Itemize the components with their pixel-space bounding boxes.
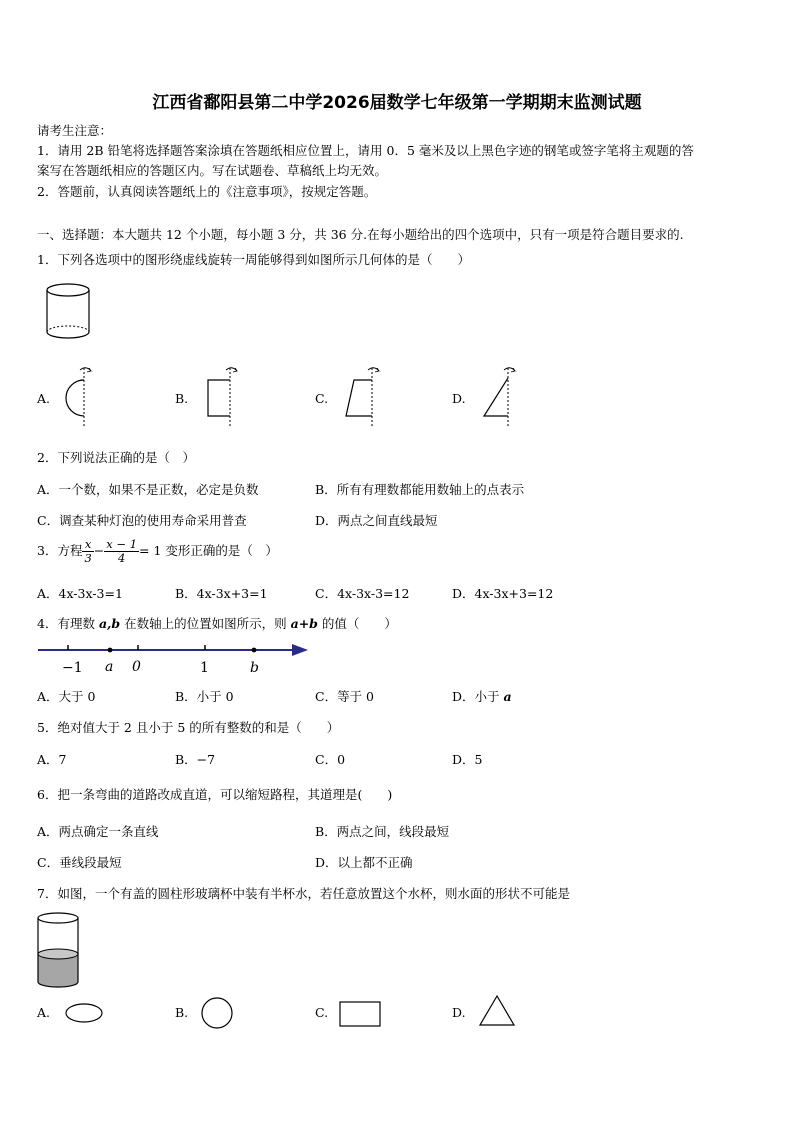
q3-fraction-1-denominator: 3 — [84, 551, 92, 565]
water-glass-figure — [36, 910, 80, 990]
q3-minus: − — [93, 543, 105, 558]
q2-option-b: B．所有有理数都能用数轴上的点表示 — [315, 482, 525, 497]
q3-option-a: A．4x-3x-3=1 — [37, 586, 123, 601]
q6-option-c: C．垂线段最短 — [37, 855, 122, 870]
q6-stem: 6．把一条弯曲的道路改成直道，可以缩短路程，其道理是( ) — [37, 787, 393, 802]
notice-heading: 请考生注意： — [37, 123, 113, 138]
triangle-rotation-icon — [476, 364, 522, 428]
q3-option-d: D．4x-3x+3=12 — [452, 586, 554, 601]
axis-label-zero: 0 — [132, 659, 141, 675]
q5-stem: 5．绝对值大于 2 且小于 5 的所有整数的和是（ ） — [37, 720, 340, 735]
q4-expr: a+b — [290, 616, 318, 631]
q4-option-a: A．大于 0 — [37, 689, 96, 704]
q1-stem: 1．下列各选项中的图形绕虚线旋转一周能够得到如图所示几何体的是（ ） — [37, 252, 470, 267]
q3-option-b: B．4x-3x+3=1 — [175, 586, 268, 601]
notice-item-2: 2．答题前，认真阅读答题纸上的《注意事项》，按规定答题。 — [37, 184, 377, 199]
notice-item-1-line-1: 1．请用 2B 铅笔将选择题答案涂填在答题纸相应位置上，请用 0．5 毫米及以上黑色字迹的钢笔或签字笔将主观题的答 — [37, 143, 694, 158]
rectangle-rotation-icon — [200, 364, 240, 428]
q6-option-b: B．两点之间，线段最短 — [315, 824, 450, 839]
q6-option-d: D．以上都不正确 — [315, 855, 413, 870]
q7-option-c-label: C. — [315, 1005, 329, 1020]
q2-option-c: C．调查某种灯泡的使用寿命采用普查 — [37, 513, 247, 528]
q3-fraction-1-numerator: x — [82, 538, 93, 552]
axis-label-a: a — [105, 659, 114, 675]
q5-option-a: A．7 — [37, 752, 67, 767]
q2-stem: 2．下列说法正确的是（ ） — [37, 450, 195, 465]
notice-item-1-line-2: 案写在答题纸相应的答题区内。写在试题卷、草稿纸上均无效。 — [37, 163, 388, 178]
q4-stem — [37, 614, 397, 632]
cylinder-figure — [44, 282, 94, 344]
q4-option-c: C．等于 0 — [315, 689, 374, 704]
q6-option-a: A．两点确定一条直线 — [37, 824, 159, 839]
axis-label-b: b — [250, 660, 259, 676]
q3-stem — [37, 538, 278, 565]
q3-prefix: 3．方程 — [37, 543, 83, 558]
ellipse-shape-icon — [64, 1001, 104, 1025]
q1-option-a-label: A. — [37, 391, 51, 406]
q1-option-c-label: C. — [315, 391, 329, 406]
triangle-shape-icon — [478, 994, 516, 1028]
q3-fraction-2 — [104, 538, 139, 565]
point-b — [252, 648, 257, 653]
q4-option-d-var: a — [503, 689, 512, 704]
q7-stem: 7．如图，一个有盖的圆柱形玻璃杯中装有半杯水，若任意放置这个水杯，则水面的形状不可能是 — [37, 886, 570, 901]
number-line-figure — [38, 638, 310, 678]
q4-stem-post: 的值（ ） — [317, 616, 397, 631]
q3-fraction-2-denominator: 4 — [117, 551, 126, 565]
q3-suffix: = 1 变形正确的是（ ） — [139, 543, 278, 558]
q3-option-c: C．4x-3x-3=12 — [315, 586, 410, 601]
circle-shape-icon — [200, 996, 234, 1030]
axis-label-neg-one: −1 — [62, 660, 83, 676]
point-a — [108, 648, 113, 653]
page-title: 江西省鄱阳县第二中学2026届数学七年级第一学期期末监测试题 — [152, 93, 642, 113]
q7-option-b-label: B. — [175, 1005, 189, 1020]
q3-fraction-1 — [82, 538, 93, 565]
q4-option-d — [452, 687, 512, 705]
q7-option-a-label: A. — [37, 1005, 51, 1020]
q2-option-d: D．两点之间直线最短 — [315, 513, 438, 528]
q4-option-d-text: D．小于 — [452, 689, 504, 704]
q3-fraction-2-numerator: x − 1 — [106, 537, 138, 551]
trapezoid-rotation-icon — [338, 364, 384, 428]
q4-stem-pre: 4．有理数 — [37, 616, 99, 631]
axis-label-one: 1 — [200, 660, 209, 676]
q5-option-c: C．0 — [315, 752, 346, 767]
q1-option-b-label: B. — [175, 391, 189, 406]
q4-stem-mid: 在数轴上的位置如图所示，则 — [120, 616, 291, 631]
half-circle-rotation-icon — [60, 364, 96, 428]
q4-option-b: B．小于 0 — [175, 689, 234, 704]
q5-option-d: D．5 — [452, 752, 483, 767]
q5-option-b: B．−7 — [175, 752, 216, 767]
rectangle-shape-icon — [338, 1000, 382, 1028]
q7-option-d-label: D. — [452, 1005, 466, 1020]
section-heading: 一、选择题：本大题共 12 个小题，每小题 3 分，共 36 分.在每小题给出的四个选项中，只有一项是符合题目要求的. — [37, 227, 684, 242]
q2-option-a: A．一个数，如果不是正数，必定是负数 — [37, 482, 259, 497]
q4-vars: a,b — [98, 616, 121, 631]
q1-option-d-label: D. — [452, 391, 466, 406]
